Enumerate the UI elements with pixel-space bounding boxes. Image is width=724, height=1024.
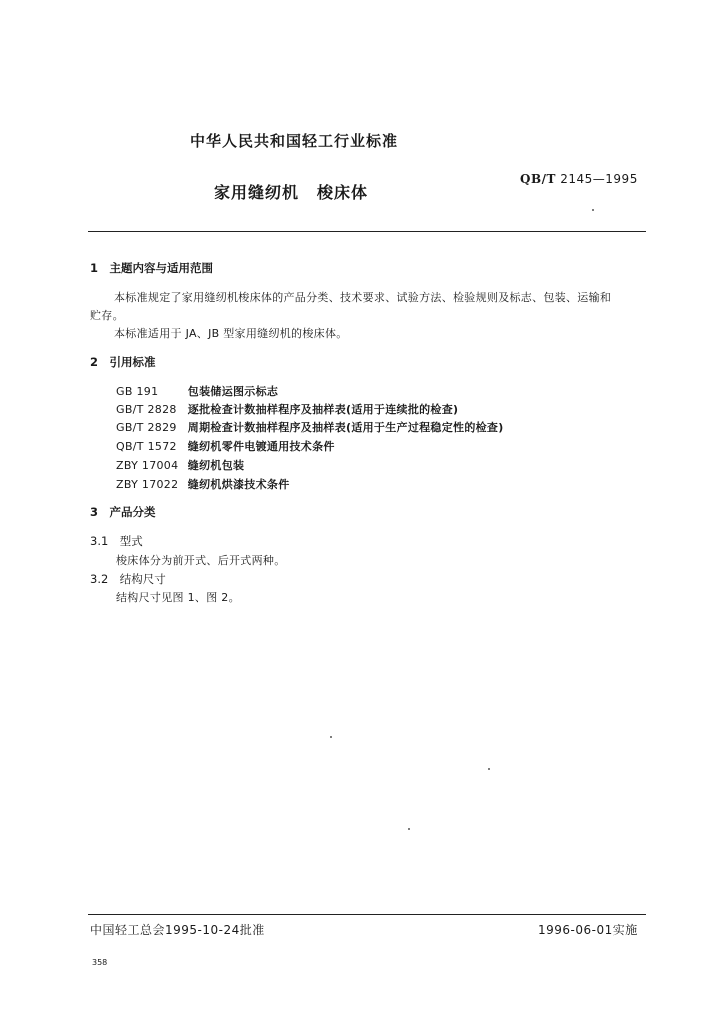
reference-item: [116, 419, 504, 435]
section-1-paragraph-1-line-2: 贮存。: [90, 309, 124, 322]
reference-item: [116, 401, 458, 417]
section-3-heading: 3 产品分类: [90, 505, 156, 519]
reference-code: GB 191: [116, 385, 159, 398]
reference-item: [116, 476, 290, 492]
footer-divider: [88, 914, 646, 915]
issuing-organization: 中华人民共和国轻工行业标准: [190, 132, 399, 150]
reference-title: 周期检查计数抽样程序及抽样表(适用于生产过程稳定性的检查): [187, 421, 504, 434]
section-1-paragraph-2: 本标准适用于 JA、JB 型家用缝纫机的梭床体。: [114, 327, 348, 340]
reference-item: [116, 438, 335, 454]
standard-code: [520, 172, 638, 186]
standard-prefix: QB/T: [520, 172, 556, 186]
reference-title: 包装储运图示标志: [187, 385, 279, 398]
scan-speck: [592, 209, 594, 211]
reference-code: GB/T 2829: [116, 421, 177, 434]
section-1-paragraph-1-line-1: 本标准规定了家用缝纫机梭床体的产品分类、技术要求、试验方法、检验规则及标志、包装、运输和: [114, 291, 612, 304]
scan-speck: [488, 768, 490, 770]
section-3-1-heading: 3.1 型式: [90, 534, 143, 548]
title-part-2: 梭床体: [317, 183, 369, 202]
reference-code: GB/T 2828: [116, 403, 177, 416]
reference-title: 逐批检查计数抽样程序及抽样表(适用于连续批的检查): [187, 403, 459, 416]
reference-code: ZBY 17022: [116, 478, 179, 491]
section-3-2-text: 结构尺寸见图 1、图 2。: [116, 591, 240, 604]
section-2-heading: 2 引用标准: [90, 355, 156, 369]
header-divider: [88, 231, 646, 232]
section-3-1-text: 梭床体分为前开式、后开式两种。: [116, 554, 286, 567]
section-1-heading: 1 主题内容与适用范围: [90, 261, 214, 275]
section-3-2-heading: 3.2 结构尺寸: [90, 572, 166, 586]
scan-speck: [408, 828, 410, 830]
implementation-date: 1996-06-01实施: [538, 923, 638, 937]
standard-number: 2145—1995: [560, 172, 638, 186]
reference-code: QB/T 1572: [116, 440, 177, 453]
reference-title: 缝纫机包装: [187, 459, 245, 472]
reference-item: [116, 457, 244, 473]
reference-title: 缝纫机烘漆技术条件: [187, 478, 290, 491]
title-part-1: 家用缝纫机: [214, 183, 300, 202]
approval-date: 中国轻工总会1995-10-24批准: [90, 923, 265, 937]
document-title: [214, 180, 368, 203]
page-number: 358: [92, 958, 108, 967]
reference-code: ZBY 17004: [116, 459, 179, 472]
reference-item: [116, 383, 278, 399]
scan-speck: [330, 736, 332, 738]
reference-title: 缝纫机零件电镀通用技术条件: [187, 440, 335, 453]
